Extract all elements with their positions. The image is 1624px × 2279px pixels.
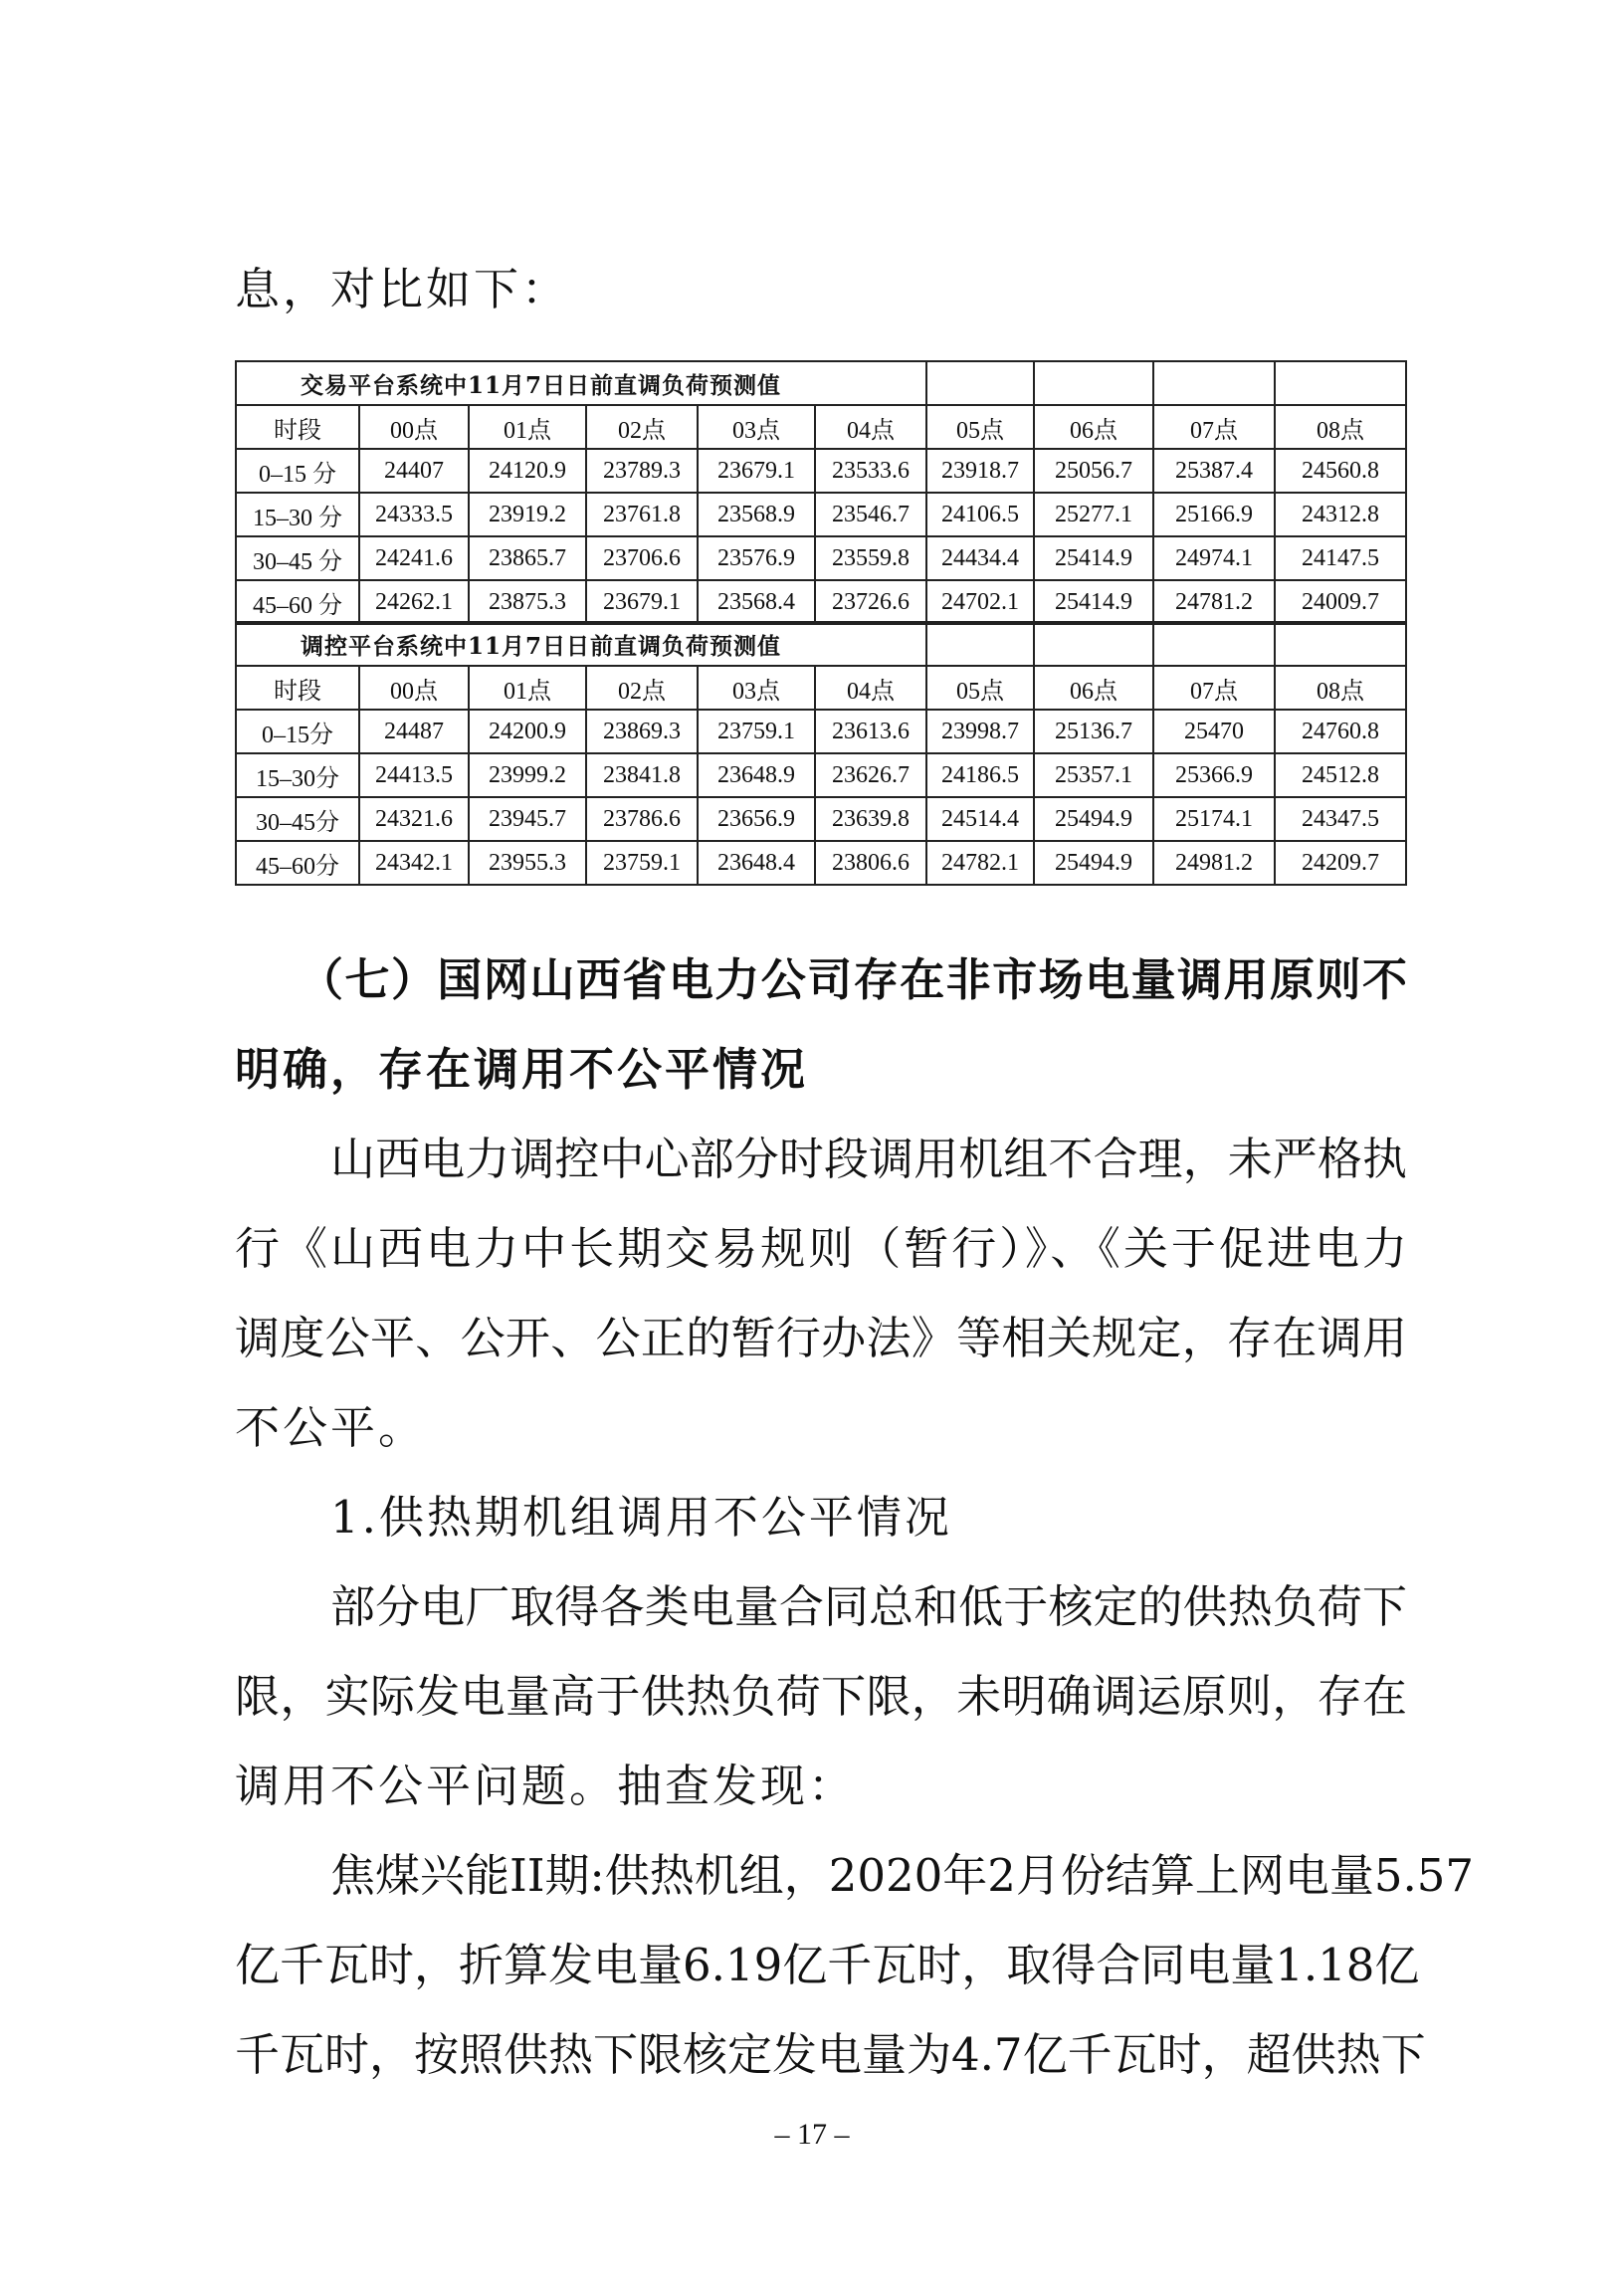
forecast-table-trading <box>235 360 1407 625</box>
table-cell: 23841.8 <box>586 753 698 797</box>
table-cell: 24702.1 <box>926 580 1034 624</box>
table-cell: 24782.1 <box>926 841 1034 885</box>
table-cell: 23918.7 <box>926 449 1034 493</box>
table-cell: 24200.9 <box>469 710 586 753</box>
column-header: 02点 <box>586 405 698 449</box>
table-cell: 25136.7 <box>1034 710 1153 753</box>
table-cell: 23706.6 <box>586 536 698 580</box>
table-cell: 24147.5 <box>1275 536 1406 580</box>
table-cell: 24407 <box>359 449 469 493</box>
table-cell: 23786.6 <box>586 797 698 841</box>
table-cell: 24342.1 <box>359 841 469 885</box>
table-cell: 23656.9 <box>698 797 815 841</box>
table-cell: 25366.9 <box>1153 753 1275 797</box>
table-cell: 23789.3 <box>586 449 698 493</box>
table-cell: 24241.6 <box>359 536 469 580</box>
table-cell: 24512.8 <box>1275 753 1406 797</box>
table-cell: 25494.9 <box>1034 841 1153 885</box>
table-cell: 45–60 分 <box>236 580 359 624</box>
table-cell <box>1153 361 1275 405</box>
table-cell: 25277.1 <box>1034 493 1153 536</box>
table-cell <box>926 361 1034 405</box>
table-caption: 交易平台系统中11月7日日前直调负荷预测值 <box>236 361 926 405</box>
table-cell: 23919.2 <box>469 493 586 536</box>
table-row <box>236 449 1406 493</box>
table-cell: 25414.9 <box>1034 536 1153 580</box>
table-cell: 30–45分 <box>236 797 359 841</box>
table-cell: 24514.4 <box>926 797 1034 841</box>
table-cell: 25387.4 <box>1153 449 1275 493</box>
table-cell: 23945.7 <box>469 797 586 841</box>
table-cell: 23806.6 <box>815 841 926 885</box>
table-cell: 24413.5 <box>359 753 469 797</box>
column-header: 00点 <box>359 405 469 449</box>
table-cell <box>1275 622 1406 666</box>
table-cell: 45–60分 <box>236 841 359 885</box>
table-cell: 24321.6 <box>359 797 469 841</box>
column-header: 06点 <box>1034 666 1153 710</box>
table-caption-row <box>236 361 1406 405</box>
table-header-row <box>236 666 1406 710</box>
column-header: 02点 <box>586 666 698 710</box>
table-cell: 25357.1 <box>1034 753 1153 797</box>
table-cell: 24981.2 <box>1153 841 1275 885</box>
table-cell: 24333.5 <box>359 493 469 536</box>
column-header: 时段 <box>236 405 359 449</box>
table-cell: 24312.8 <box>1275 493 1406 536</box>
table-cell: 25470 <box>1153 710 1275 753</box>
column-header: 05点 <box>926 405 1034 449</box>
paragraph-line: 限，实际发电量高于供热负荷下限，未明确调运原则，存在 <box>235 1670 1407 1723</box>
table-cell: 23726.6 <box>815 580 926 624</box>
table-row <box>236 841 1406 885</box>
table-cell <box>1275 361 1406 405</box>
column-header: 08点 <box>1275 666 1406 710</box>
table-row <box>236 797 1406 841</box>
table-cell: 23626.7 <box>815 753 926 797</box>
table-cell: 24186.5 <box>926 753 1034 797</box>
table-cell: 24009.7 <box>1275 580 1406 624</box>
paragraph-line: 亿千瓦时，折算发电量6.19亿千瓦时，取得合同电量1.18亿 <box>235 1939 1420 1991</box>
table-row <box>236 493 1406 536</box>
table-cell: 23998.7 <box>926 710 1034 753</box>
table-cell: 24560.8 <box>1275 449 1406 493</box>
table-cell: 25166.9 <box>1153 493 1275 536</box>
table-cell <box>1034 622 1153 666</box>
table-row <box>236 753 1406 797</box>
table-cell: 24209.7 <box>1275 841 1406 885</box>
table-row <box>236 536 1406 580</box>
table-cell: 23679.1 <box>698 449 815 493</box>
paragraph-line: 焦煤兴能II期:供热机组，2020年2月份结算上网电量5.57 <box>330 1849 1475 1902</box>
table-cell: 23761.8 <box>586 493 698 536</box>
table-cell: 24262.1 <box>359 580 469 624</box>
table-cell: 23613.6 <box>815 710 926 753</box>
table-cell: 25494.9 <box>1034 797 1153 841</box>
table-caption-row <box>236 622 1406 666</box>
table-cell: 24974.1 <box>1153 536 1275 580</box>
column-header: 00点 <box>359 666 469 710</box>
forecast-table-dispatch <box>235 621 1407 886</box>
table-cell: 0–15 分 <box>236 449 359 493</box>
column-header: 07点 <box>1153 666 1275 710</box>
section-heading-line-2: 明确，存在调用不公平情况 <box>235 1043 809 1096</box>
section-heading-line-1: （七）国网山西省电力公司存在非市场电量调用原则不 <box>299 953 1407 1006</box>
table-cell: 15–30 分 <box>236 493 359 536</box>
column-header: 04点 <box>815 405 926 449</box>
table-cell: 30–45 分 <box>236 536 359 580</box>
table-cell: 24781.2 <box>1153 580 1275 624</box>
paragraph-line: 行《山西电力中长期交易规则（暂行）》、《关于促进电力 <box>235 1222 1407 1275</box>
table-cell: 24434.4 <box>926 536 1034 580</box>
paragraph-line: 山西电力调控中心部分时段调用机组不合理，未严格执 <box>330 1133 1407 1185</box>
table-header-row <box>236 405 1406 449</box>
page-number: – 17 – <box>774 2118 850 2151</box>
table-cell: 23759.1 <box>698 710 815 753</box>
table-cell: 23869.3 <box>586 710 698 753</box>
column-header: 时段 <box>236 666 359 710</box>
table-cell: 23559.8 <box>815 536 926 580</box>
table-cell: 23533.6 <box>815 449 926 493</box>
table-cell: 24347.5 <box>1275 797 1406 841</box>
table-cell <box>1034 361 1153 405</box>
paragraph-line: 部分电厂取得各类电量合同总和低于核定的供热负荷下 <box>330 1580 1407 1633</box>
table-cell: 24760.8 <box>1275 710 1406 753</box>
table-cell: 25056.7 <box>1034 449 1153 493</box>
paragraph-line: 不公平。 <box>235 1401 427 1454</box>
table-caption: 调控平台系统中11月7日日前直调负荷预测值 <box>236 622 926 666</box>
column-header: 03点 <box>698 405 815 449</box>
table-cell: 23955.3 <box>469 841 586 885</box>
table-row <box>236 580 1406 624</box>
column-header: 01点 <box>469 405 586 449</box>
table-cell: 25174.1 <box>1153 797 1275 841</box>
column-header: 07点 <box>1153 405 1275 449</box>
table-cell: 0–15分 <box>236 710 359 753</box>
column-header: 05点 <box>926 666 1034 710</box>
table-cell: 23568.9 <box>698 493 815 536</box>
table-cell <box>1153 622 1275 666</box>
table-cell: 24106.5 <box>926 493 1034 536</box>
table-cell: 23546.7 <box>815 493 926 536</box>
table-cell: 23759.1 <box>586 841 698 885</box>
table-cell: 23568.4 <box>698 580 815 624</box>
table-cell: 24487 <box>359 710 469 753</box>
table-cell: 24120.9 <box>469 449 586 493</box>
table-cell: 23679.1 <box>586 580 698 624</box>
table-cell: 25414.9 <box>1034 580 1153 624</box>
table-cell: 23639.8 <box>815 797 926 841</box>
paragraph-line: 调用不公平问题。抽查发现： <box>235 1760 857 1812</box>
subheading: 1.供热期机组调用不公平情况 <box>330 1491 952 1544</box>
table-cell: 23648.4 <box>698 841 815 885</box>
paragraph-line: 调度公平、公开、公正的暂行办法》等相关规定，存在调用 <box>235 1312 1407 1364</box>
table-cell <box>926 622 1034 666</box>
table-cell: 23576.9 <box>698 536 815 580</box>
column-header: 06点 <box>1034 405 1153 449</box>
column-header: 01点 <box>469 666 586 710</box>
paragraph-line: 千瓦时，按照供热下限核定发电量为4.7亿千瓦时，超供热下 <box>235 2028 1426 2081</box>
column-header: 08点 <box>1275 405 1406 449</box>
table-cell: 15–30分 <box>236 753 359 797</box>
intro-line: 息，对比如下： <box>235 263 570 315</box>
column-header: 03点 <box>698 666 815 710</box>
column-header: 04点 <box>815 666 926 710</box>
table-cell: 23648.9 <box>698 753 815 797</box>
table-cell: 23875.3 <box>469 580 586 624</box>
table-row <box>236 710 1406 753</box>
table-cell: 23999.2 <box>469 753 586 797</box>
table-cell: 23865.7 <box>469 536 586 580</box>
